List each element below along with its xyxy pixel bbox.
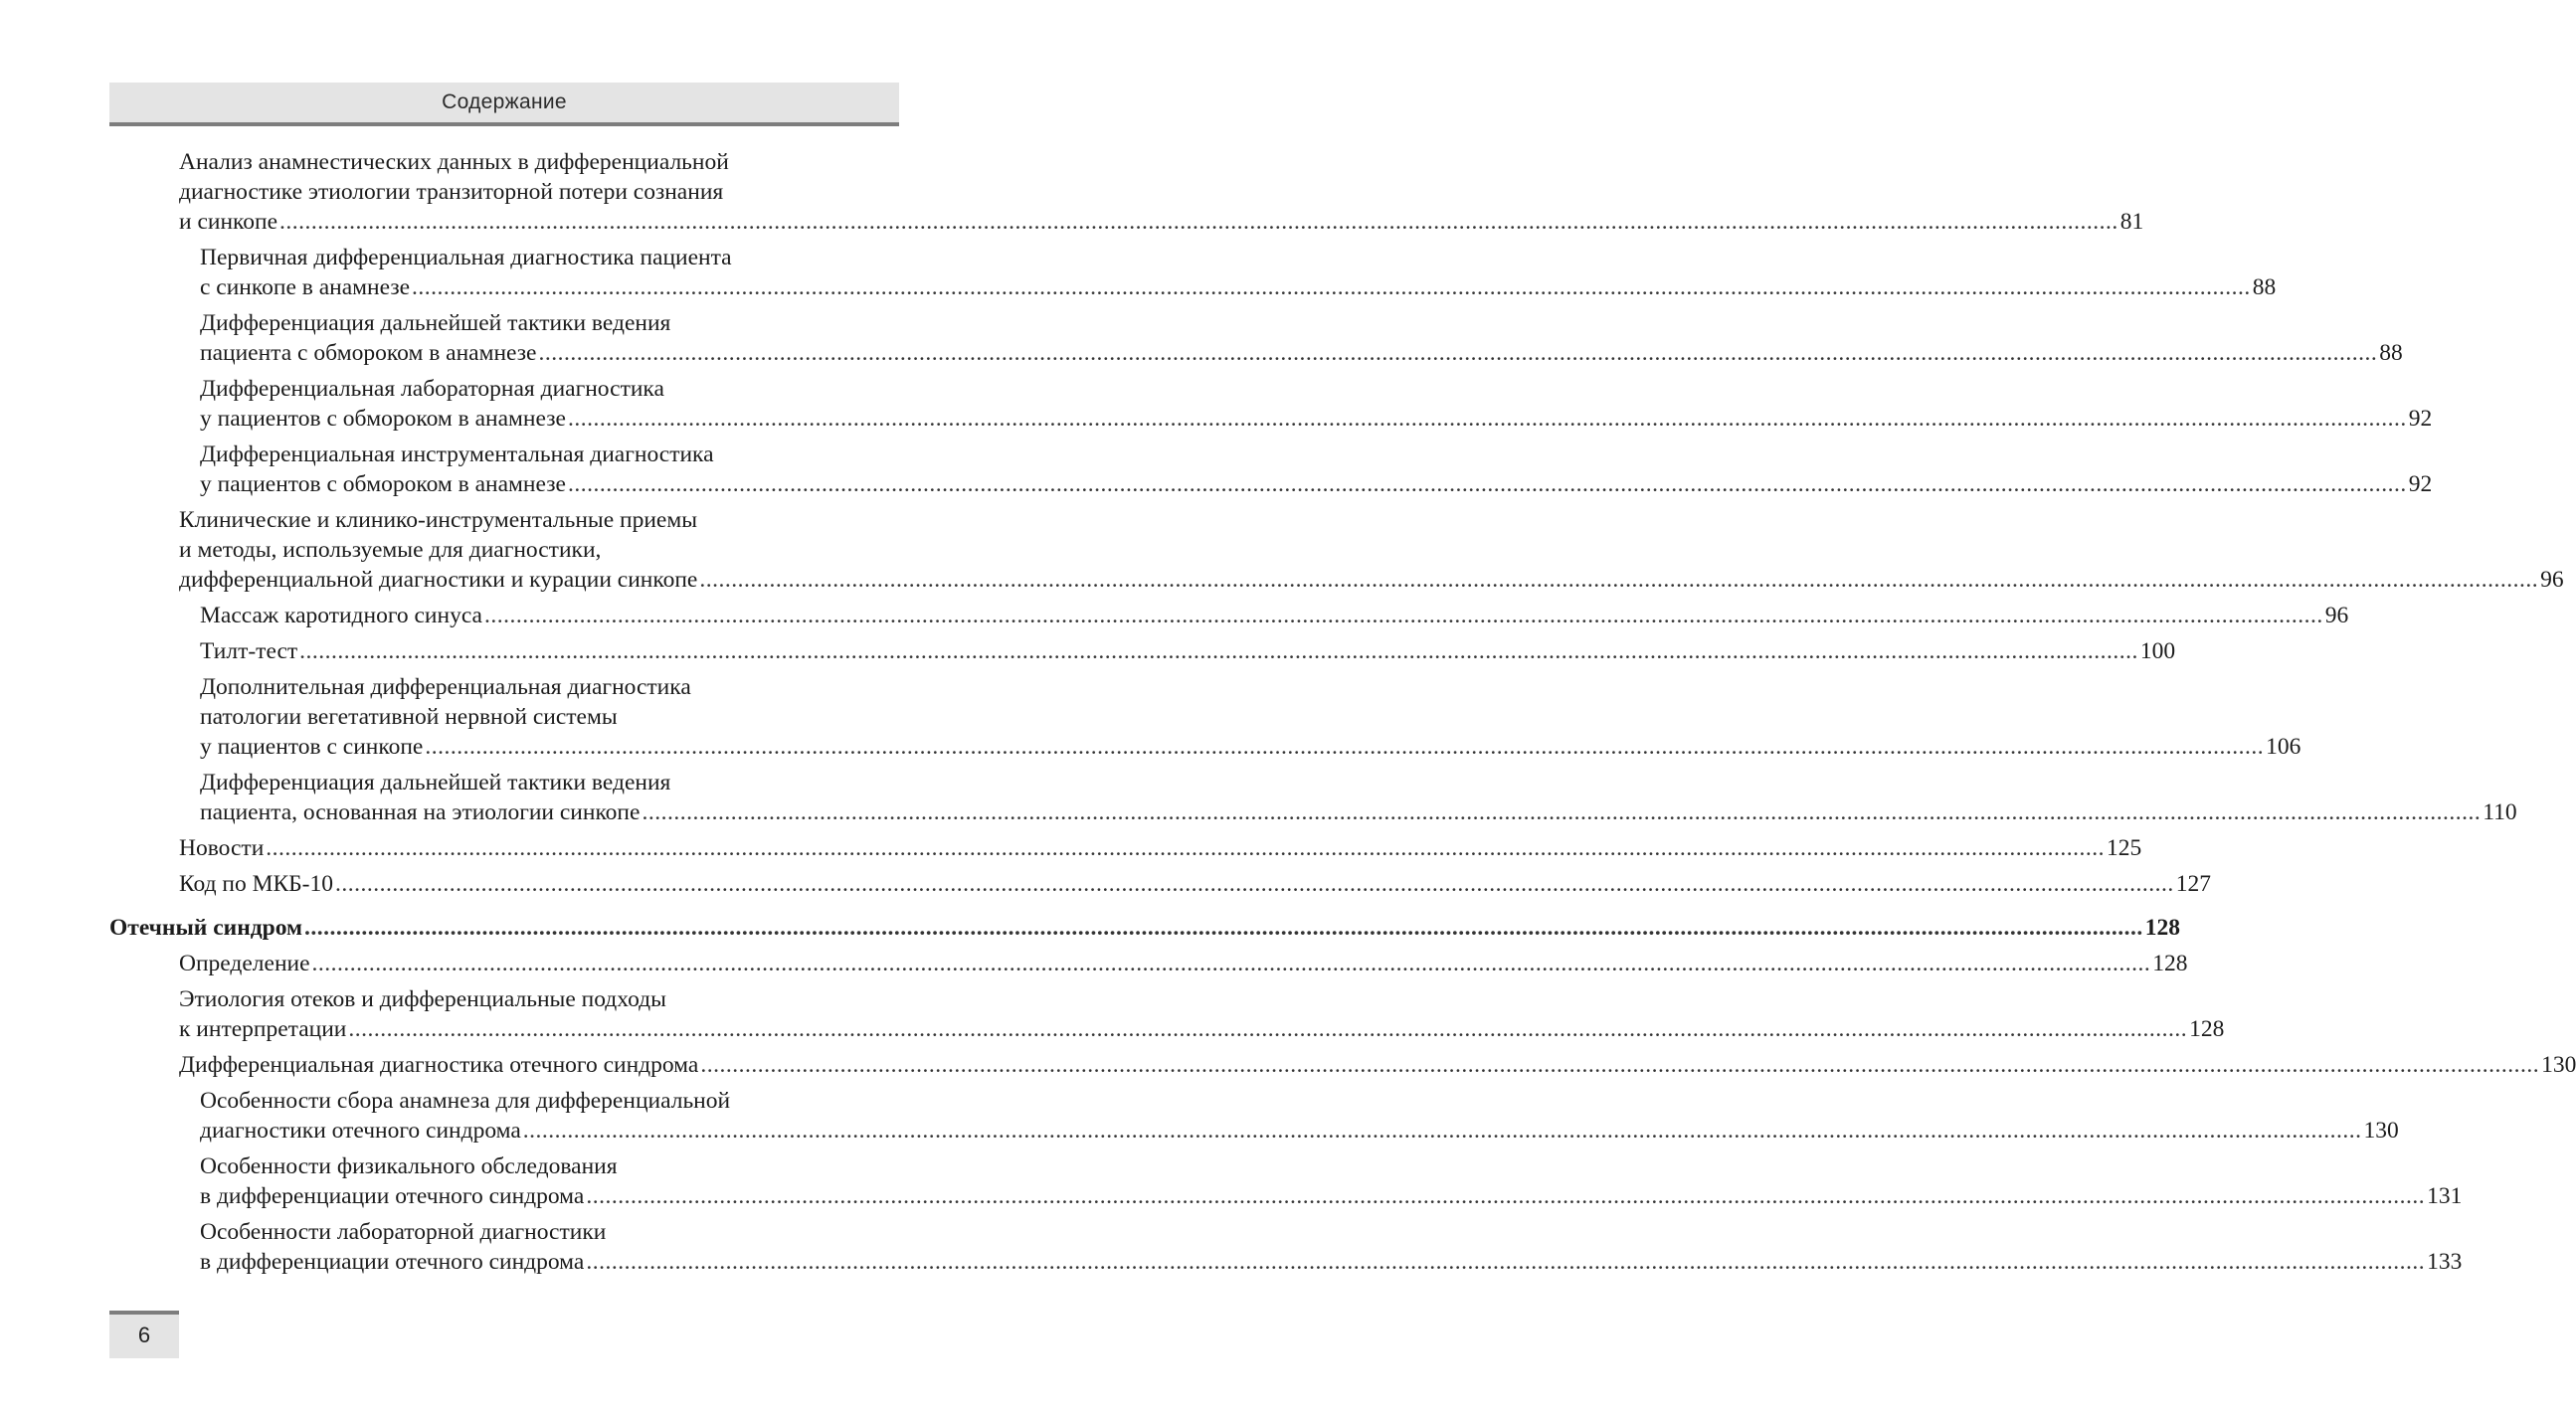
toc-entry[interactable] (109, 1217, 2463, 1277)
toc-entry-text (179, 1050, 2576, 1080)
toc-page-number: 131 (2427, 1183, 2463, 1209)
dot-leader (586, 1181, 2425, 1211)
toc-page-number: 106 (2266, 734, 2301, 760)
toc-page-number: 128 (2144, 915, 2181, 941)
toc-page-number: 130 (2363, 1118, 2399, 1144)
toc-entry-text (200, 1086, 2399, 1146)
toc-entry-text (200, 601, 2348, 630)
toc-page-number: 130 (2541, 1052, 2576, 1078)
toc-entry-text (200, 1151, 2462, 1211)
toc-entry-line: Определение (179, 951, 310, 976)
toc-entry-text (200, 768, 2517, 827)
toc-entry-line: у пациентов с обмороком в анамнезе (200, 406, 566, 432)
toc-entry-line: диагностике этиологии транзиторной потери сознания (179, 179, 724, 205)
toc-page-number: 128 (2152, 951, 2188, 976)
toc-entry-line: с синкопе в анамнезе (200, 274, 411, 300)
toc-entry[interactable] (109, 636, 2176, 666)
table-of-contents (109, 147, 2576, 1277)
toc-entry[interactable] (109, 869, 2211, 899)
dot-leader (299, 636, 2138, 666)
toc-entry-line: к интерпретации (179, 1016, 347, 1042)
toc-entry-line: Особенности физикального обследования (200, 1153, 618, 1179)
dot-leader (312, 949, 2151, 978)
toc-entry-text (200, 1217, 2462, 1277)
toc-entry-text (179, 833, 2141, 863)
toc-entry[interactable] (109, 913, 2181, 943)
toc-page-number: 96 (2324, 603, 2349, 628)
toc-entry-text (200, 672, 2300, 762)
toc-entry[interactable] (109, 505, 2564, 595)
toc-entry-line: дифференциальной диагностики и курации синкопе (179, 567, 698, 593)
toc-entry-line: Этиология отеков и дифференциальные подходы (179, 986, 666, 1012)
toc-entry-line: диагностики отечного синдрома (200, 1118, 521, 1144)
toc-page-number: 133 (2427, 1249, 2463, 1275)
toc-entry[interactable] (109, 147, 2144, 237)
toc-entry-line: пациента, основанная на этиологии синкопе (200, 799, 641, 825)
toc-entry[interactable] (109, 833, 2142, 863)
running-header-title: Содержание (442, 90, 567, 113)
toc-entry[interactable] (109, 949, 2188, 978)
toc-page-number: 128 (2189, 1016, 2225, 1042)
toc-entry[interactable] (109, 440, 2433, 499)
toc-entry[interactable] (109, 1050, 2576, 1080)
toc-entry[interactable] (109, 984, 2225, 1044)
page-number: 6 (137, 1323, 151, 1347)
toc-entry-line: Анализ анамнестических данных в дифференциальной (179, 149, 729, 175)
toc-entry[interactable] (109, 601, 2349, 630)
toc-entry[interactable] (109, 672, 2301, 762)
dot-leader (279, 207, 2118, 237)
toc-entry[interactable] (109, 1151, 2463, 1211)
toc-entry-line: Особенности сбора анамнеза для дифференциальной (200, 1088, 731, 1114)
dot-leader (539, 338, 2378, 368)
dot-leader (568, 404, 2407, 434)
dot-leader (335, 869, 2174, 899)
dot-leader (304, 913, 2143, 943)
toc-page-number: 100 (2139, 638, 2176, 664)
dot-leader (586, 1247, 2425, 1277)
toc-entry-line: Дифференциальная лабораторная диагностика (200, 376, 664, 402)
page-number-box (109, 1311, 179, 1358)
toc-entry[interactable] (109, 1086, 2399, 1146)
toc-entry[interactable] (109, 768, 2517, 827)
toc-entry-line: патологии вегетативной нервной системы (200, 704, 618, 730)
toc-entry-line: у пациентов с синкопе (200, 734, 424, 760)
toc-entry-text (200, 243, 2276, 302)
dot-leader (412, 272, 2251, 302)
dot-leader (266, 833, 2105, 863)
toc-entry-line: Код по МКБ-10 (179, 871, 333, 897)
toc-entry-line: Массаж каротидного синуса (200, 603, 482, 628)
toc-entry-line: пациента с обмороком в анамнезе (200, 340, 537, 366)
toc-entry-text (200, 308, 2403, 368)
toc-entry-text (179, 984, 2224, 1044)
running-header (109, 83, 899, 126)
toc-entry-line: и синкопе (179, 209, 278, 235)
toc-entry-text (109, 913, 2180, 943)
toc-entry-line: Клинические и клинико-инструментальные приемы (179, 507, 698, 533)
dot-leader (348, 1014, 2187, 1044)
toc-page-number: 92 (2408, 406, 2433, 432)
toc-entry-line: Тилт-тест (200, 638, 298, 664)
toc-entry-line: в дифференциации отечного синдрома (200, 1183, 585, 1209)
dot-leader (699, 565, 2538, 595)
dot-leader (523, 1116, 2362, 1146)
toc-page-number: 125 (2107, 835, 2142, 861)
dot-leader (484, 601, 2323, 630)
toc-entry-text (179, 147, 2143, 237)
toc-page-number: 88 (2379, 340, 2403, 366)
toc-entry[interactable] (109, 374, 2433, 434)
toc-page-number: 110 (2483, 799, 2517, 825)
toc-entry-text (179, 949, 2188, 978)
toc-entry-line: Дополнительная дифференциальная диагностика (200, 674, 691, 700)
dot-leader (700, 1050, 2539, 1080)
toc-entry-line: Отечный синдром (109, 915, 303, 941)
dot-leader (568, 469, 2407, 499)
toc-entry-line: в дифференциации отечного синдрома (200, 1249, 585, 1275)
toc-entry-text (200, 374, 2432, 434)
toc-entry-line: Дифференциация дальнейшей тактики ведения (200, 310, 671, 336)
toc-entry[interactable] (109, 243, 2277, 302)
toc-entry-line: Дифференциация дальнейшей тактики ведения (200, 770, 671, 795)
toc-entry-line: Первичная дифференциальная диагностика пациента (200, 245, 732, 270)
toc-page-number: 81 (2119, 209, 2144, 235)
toc-page-number: 127 (2175, 871, 2211, 897)
toc-entry-line: Дифференциальная диагностика отечного синдрома (179, 1052, 699, 1078)
toc-entry-line: у пациентов с обмороком в анамнезе (200, 471, 566, 497)
dot-leader (425, 732, 2264, 762)
dot-leader (642, 797, 2481, 827)
toc-entry-text (179, 505, 2564, 595)
toc-entry-line: Дифференциальная инструментальная диагностика (200, 441, 714, 467)
toc-entry-line: и методы, используемые для диагностики, (179, 537, 602, 563)
toc-entry-text (200, 440, 2432, 499)
toc-entry[interactable] (109, 308, 2403, 368)
toc-entry-line: Новости (179, 835, 265, 861)
toc-entry-text (200, 636, 2175, 666)
toc-page-number: 96 (2540, 567, 2564, 593)
toc-entry-text (179, 869, 2211, 899)
toc-entry-line: Особенности лабораторной диагностики (200, 1219, 607, 1245)
toc-page-number: 88 (2252, 274, 2277, 300)
toc-page-number: 92 (2408, 471, 2433, 497)
